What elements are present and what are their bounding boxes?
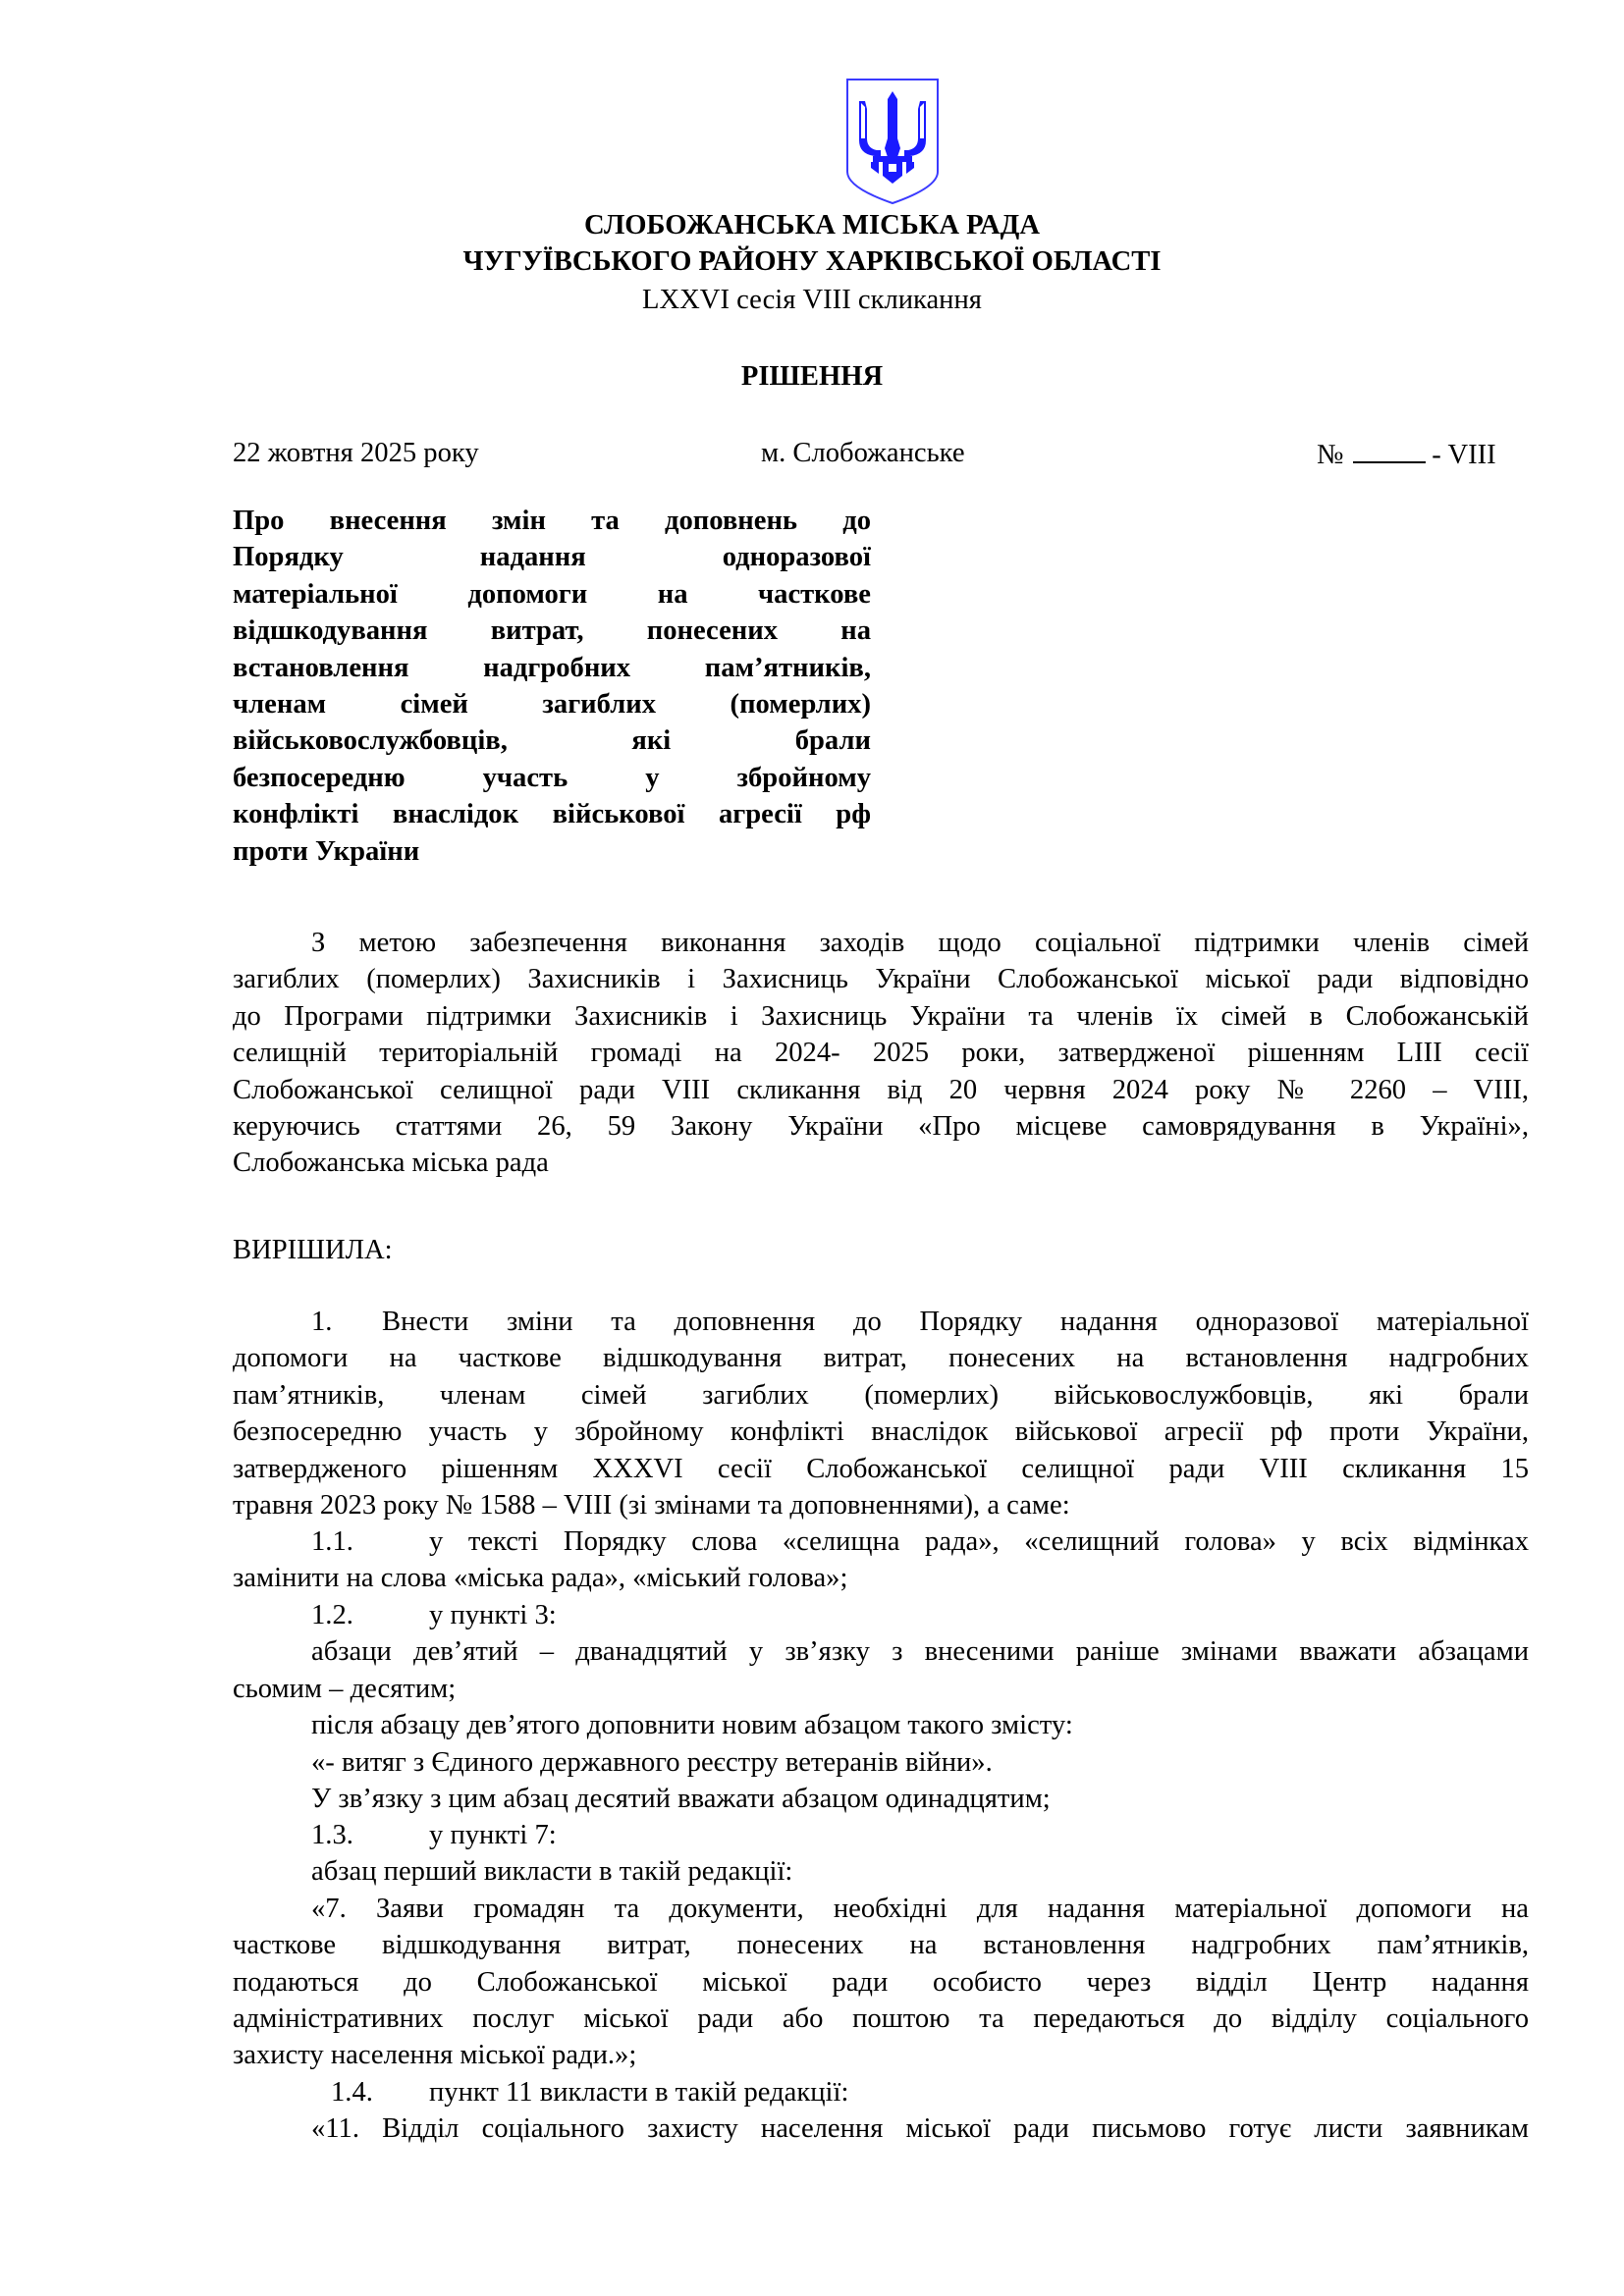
coat-of-arms-icon — [845, 78, 940, 205]
preamble-line: загиблих (померлих) Захисників і Захисниць України Слобожанської міської ради відповідно — [233, 964, 1529, 995]
item-number: 1.2. — [311, 1600, 353, 1630]
district-name: ЧУГУЇВСЬКОГО РАЙОНУ ХАРКІВСЬКОЇ ОБЛАСТІ — [462, 246, 1162, 277]
item-line: допомоги на часткове відшкодування витрат, понесених на встановлення надгробних — [233, 1343, 1529, 1374]
item-line: подаються до Слобожанської міської ради особисто через відділ Центр надання — [233, 1966, 1529, 1998]
item-line: «- витяг з Єдиного державного реєстру ветеранів війни». — [311, 1746, 993, 1778]
item-1-4 — [233, 2074, 1529, 2148]
item-number: 1.4. — [331, 2077, 373, 2108]
subject-line: встановлення надгробних пам’ятників, — [233, 652, 871, 683]
item-text: у тексті Порядку слова «селищна рада», «селищний голова» у всіх відмінках — [429, 1526, 1529, 1557]
session-info: LXXVI сесія VIII скликання — [642, 285, 982, 315]
resolved-label: ВИРІШИЛА: — [233, 1235, 393, 1265]
item-line: «11. Відділ соціального захисту населення міської ради письмово готує листи заявникам — [311, 2113, 1529, 2145]
item-1-4-heading — [233, 2074, 1529, 2110]
item-heading: у пункті 7: — [429, 1820, 557, 1850]
decision-subject — [233, 503, 871, 870]
item-line: безпосередню участь у збройному конфлікті внаслідок військової агресії рф проти України, — [233, 1416, 1529, 1448]
item-heading: пункт 11 викласти в такій редакції: — [429, 2077, 849, 2108]
number-prefix: № — [1317, 440, 1344, 470]
item-1-2-heading — [233, 1597, 1529, 1633]
preamble-line: Слобожанської селищної ради VIII скликання від 20 червня 2024 року № 2260 – VIII, — [233, 1074, 1529, 1105]
item-line: пам’ятників, членам сімей загиблих (померлих) військовослужбовців, які брали — [233, 1379, 1529, 1411]
item-1 — [233, 1304, 1529, 1523]
item-line: після абзацу дев’ятого доповнити новим абзацом такого змісту: — [311, 1710, 1073, 1741]
item-number: 1.1. — [311, 1526, 353, 1557]
document-number — [1317, 438, 1496, 471]
item-line: сьомим – десятим; — [233, 1673, 457, 1704]
item-1-3-heading — [233, 1817, 1529, 1853]
subject-line: Про внесення змін та доповнень до — [233, 506, 871, 536]
item-text: Внести зміни та доповнення до Порядку надання одноразової матеріальної — [382, 1307, 1529, 1337]
item-line: часткове відшкодування витрат, понесених на встановлення надгробних пам’ятників, — [233, 1930, 1529, 1961]
item-line: «7. Заяви громадян та документи, необхідні для надання матеріальної допомоги на — [311, 1893, 1529, 1924]
preamble-line: З метою забезпечення виконання заходів щодо соціальної підтримки членів сімей — [311, 928, 1529, 958]
document-date: 22 жовтня 2025 року — [233, 438, 479, 468]
item-line: У зв’язку з цим абзац десятий вважати абзацом одинадцятим; — [311, 1783, 1051, 1814]
item-line: захисту населення міської ради.»; — [233, 2040, 637, 2071]
item-line: травня 2023 року № 1588 – VIII (зі змінами та доповненнями), а саме: — [233, 1489, 1070, 1521]
preamble — [233, 925, 1529, 1182]
item-1-1 — [233, 1523, 1529, 1597]
preamble-line: селищній територіальній громаді на 2024- 2025 роки, затвердженої рішенням LIII сесії — [233, 1038, 1529, 1069]
item-line: адміністративних послуг міської ради або поштою та передаються до відділу соціального — [233, 2002, 1529, 2034]
item-number: 1. — [311, 1307, 333, 1337]
number-blank-field — [1353, 438, 1426, 463]
subject-line: конфлікті внаслідок військової агресії рф — [233, 799, 871, 830]
item-1-1-first-line — [233, 1523, 1529, 1560]
item-line: абзаци дев’ятий – дванадцятий у зв’язку з внесеними раніше змінами вважати абзацами — [311, 1636, 1529, 1668]
document-place: м. Слобожанське — [761, 438, 965, 468]
subject-line: відшкодування витрат, понесених на — [233, 615, 871, 647]
subject-line: матеріальної допомоги на часткове — [233, 578, 871, 610]
subject-line: військовослужбовців, які брали — [233, 725, 871, 757]
subject-line: членам сімей загиблих (померлих) — [233, 688, 871, 720]
subject-line: безпосередню участь у збройному — [233, 762, 871, 793]
number-suffix: - VIII — [1432, 440, 1496, 470]
item-heading: у пункті 3: — [429, 1600, 557, 1630]
item-intro: абзац перший викласти в такій редакції: — [311, 1856, 793, 1888]
item-number: 1.3. — [311, 1820, 353, 1850]
document-meta-row — [233, 438, 1529, 473]
council-name: СЛОБОЖАНСЬКА МІСЬКА РАДА — [584, 210, 1040, 240]
subject-line: Порядку надання одноразової — [233, 542, 871, 573]
preamble-line: керуючись статтями 26, 59 Закону України «Про місцеве самоврядування в Україні», — [233, 1110, 1529, 1142]
item-1-first-line — [233, 1304, 1529, 1340]
item-1-3 — [233, 1817, 1529, 2074]
item-1-2 — [233, 1597, 1529, 1817]
item-line: замінити на слова «міська рада», «міський голова»; — [233, 1563, 848, 1594]
document-type: РІШЕННЯ — [740, 361, 884, 392]
preamble-line: Слобожанська міська рада — [233, 1148, 549, 1179]
preamble-line: до Програми підтримки Захисників і Захисниць України та членів їх сімей в Слобожанській — [233, 1000, 1529, 1032]
subject-line: проти України — [233, 835, 420, 867]
item-line: затвердженого рішенням XXXVI сесії Слобожанської селищної ради VIII скликання 15 — [233, 1453, 1529, 1484]
